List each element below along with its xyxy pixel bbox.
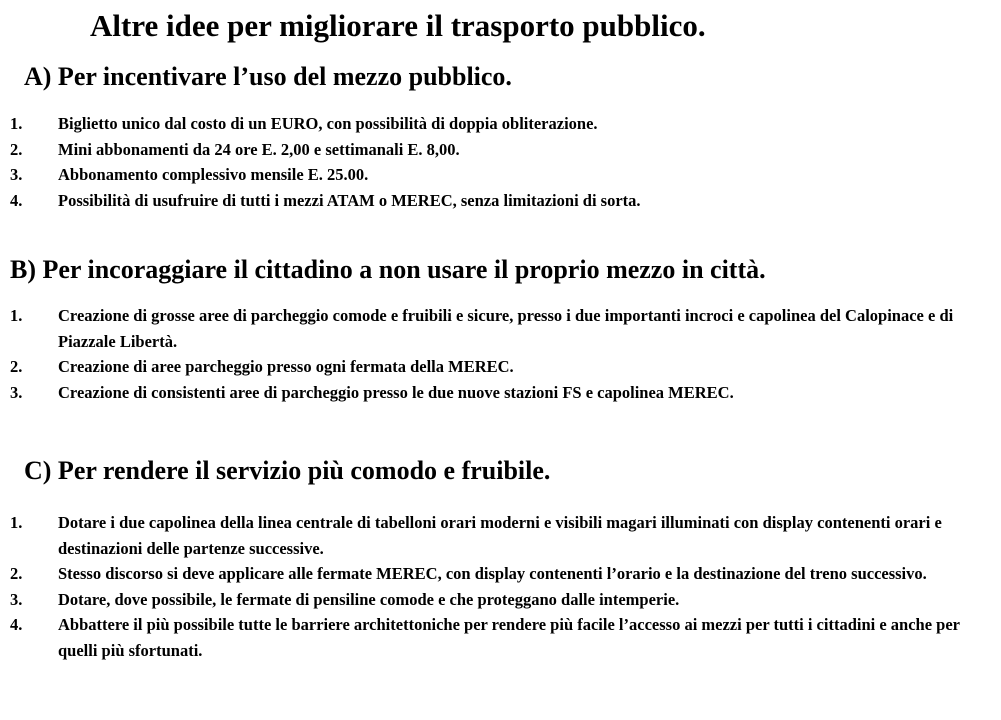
item-text: Biglietto unico dal costo di un EURO, con possibilità di doppia obliterazione.: [58, 114, 598, 133]
section-b-heading: B) Per incoraggiare il cittadino a non usare il proprio mezzo in città.: [10, 255, 766, 284]
item-text: Abbattere il più possibile tutte le barriere architettoniche per rendere più facile l’accesso ai mezzi per tutti i cittadini e anche per quelli più sfortunati.: [58, 615, 960, 660]
list-item: [10, 354, 970, 380]
item-number: 3.: [10, 382, 23, 402]
list-item: [10, 510, 970, 561]
section-b-list: [10, 303, 970, 405]
item-number: 2.: [10, 139, 23, 159]
item-number: 4.: [10, 615, 23, 634]
item-text: Abbonamento complessivo mensile E. 25.00.: [58, 165, 369, 184]
section-a-list: [10, 111, 970, 213]
item-number: 2.: [10, 357, 23, 376]
item-number: 1.: [10, 114, 23, 133]
list-item: [10, 188, 970, 214]
item-text: Dotare, dove possibile, le fermate di pensiline comode e che proteggano dalle intemperie.: [58, 589, 680, 609]
item-number: 3.: [10, 165, 23, 184]
list-item: [10, 111, 970, 137]
item-text: Dotare i due capolinea della linea centrale di tabelloni orari moderni e visibili magari illuminati con display contenenti orari e destinazioni delle partenze successive.: [58, 513, 942, 558]
list-item: [10, 561, 970, 587]
list-item: [10, 587, 970, 613]
item-text: Possibilità di usufruire di tutti i mezzi ATAM o MEREC, senza limitazioni di sorta.: [58, 190, 641, 210]
list-item: [10, 380, 970, 406]
item-number: 1.: [10, 513, 23, 532]
item-text: Stesso discorso si deve applicare alle fermate MEREC, con display contenenti l’orario e la destinazione del treno successivo.: [58, 564, 927, 583]
page-title: Altre idee per migliorare il trasporto pubblico.: [90, 8, 706, 43]
item-text: Creazione di aree parcheggio presso ogni fermata della MEREC.: [58, 357, 514, 376]
item-number: 2.: [10, 564, 23, 583]
list-item: [10, 162, 970, 188]
item-number: 1.: [10, 306, 23, 325]
list-item: [10, 303, 970, 354]
list-item: [10, 137, 970, 163]
list-item: [10, 612, 970, 663]
section-c-list: [10, 510, 970, 663]
section-c-heading: C) Per rendere il servizio più comodo e fruibile.: [24, 456, 551, 485]
section-a-heading: A) Per incentivare l’uso del mezzo pubblico.: [24, 62, 512, 91]
item-number: 4.: [10, 190, 23, 210]
item-text: Creazione di consistenti aree di parcheggio presso le due nuove stazioni FS e capolinea MEREC.: [58, 382, 734, 402]
item-text: Mini abbonamenti da 24 ore E. 2,00 e settimanali E. 8,00.: [58, 139, 460, 159]
item-number: 3.: [10, 589, 23, 609]
item-text: Creazione di grosse aree di parcheggio comode e fruibili e sicure, presso i due importanti incroci e capolinea del Calopinace e di Piazzale Libertà.: [58, 306, 954, 351]
